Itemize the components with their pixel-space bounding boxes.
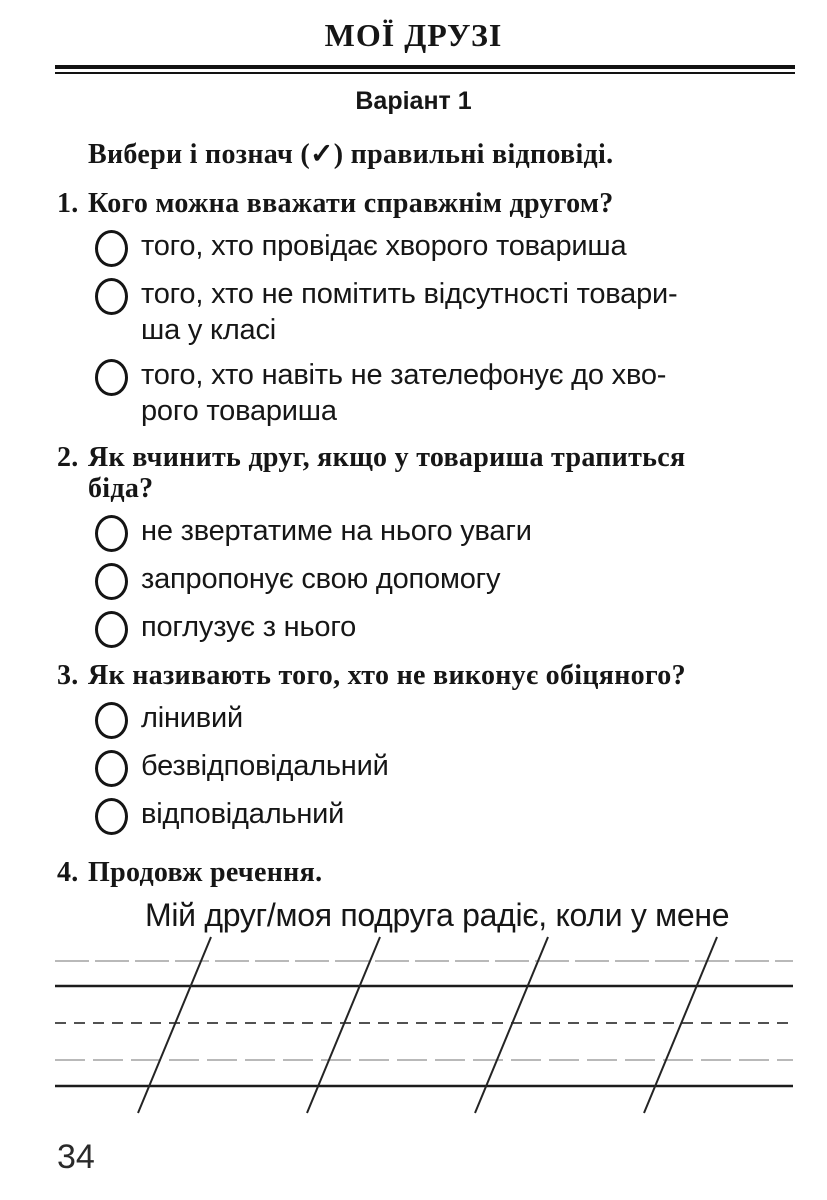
question-3: [0, 660, 827, 835]
question-4: [0, 857, 827, 932]
option-label-line: лінивий: [141, 702, 243, 734]
option-label-line: того, хто навіть не зателефонує до хво-: [141, 359, 667, 391]
option-row: [95, 609, 827, 648]
option-label-line: не звертатиме на нього уваги: [141, 515, 532, 547]
option-checkbox[interactable]: [95, 515, 128, 552]
variant-title: Варіант 1: [355, 87, 472, 115]
question-number: 1.: [57, 188, 79, 219]
option-checkbox[interactable]: [95, 702, 128, 739]
handwriting-guide-lines: [0, 936, 827, 1118]
option-label-line: того, хто не помітить відсутності товари-: [141, 278, 678, 310]
page-title: МОЇ ДРУЗІ: [324, 17, 503, 53]
option-row: [95, 228, 827, 267]
question-number: 2.: [57, 442, 79, 473]
double-rule-divider: [55, 65, 795, 74]
option-label-line: рого товариша: [141, 395, 337, 427]
option-label-line: того, хто провідає хворого товариша: [141, 230, 627, 262]
option-checkbox[interactable]: [95, 563, 128, 600]
option-checkbox[interactable]: [95, 611, 128, 648]
option-row: [95, 700, 827, 739]
option-label-line: запропонує свою допомогу: [141, 563, 501, 595]
question-3-head: [57, 660, 827, 691]
question-2: [0, 442, 827, 648]
question-prompt-line: Як вчинить друг, якщо у товариша трапиться: [88, 442, 686, 473]
question-number: 4.: [57, 857, 79, 888]
question-prompt-line: біда?: [88, 473, 154, 504]
handwriting-area[interactable]: [0, 936, 827, 1118]
option-row: [95, 561, 827, 600]
question-4-head: [57, 857, 827, 888]
option-checkbox[interactable]: [95, 798, 128, 835]
divider-thin-line: [55, 72, 795, 74]
question-number: 3.: [57, 660, 79, 691]
option-checkbox[interactable]: [95, 359, 128, 396]
option-label-line: поглузує з нього: [141, 611, 356, 643]
continuation-sentence: Мій друг/моя подруга радіє, коли у мене: [145, 897, 730, 933]
instruction-text: Вибери і познач (✓) правильні відповіді.: [88, 139, 614, 170]
question-prompt-line: Продовж речення.: [88, 857, 323, 888]
divider-thick-line: [55, 65, 795, 69]
option-label-line: безвідповідальний: [141, 750, 389, 782]
question-prompt-line: Кого можна вважати справжнім другом?: [88, 188, 614, 219]
option-row: [95, 276, 827, 348]
option-row: [95, 513, 827, 552]
question-2-head: [57, 442, 827, 504]
option-checkbox[interactable]: [95, 278, 128, 315]
option-checkbox[interactable]: [95, 750, 128, 787]
question-prompt-line: Як називають того, хто не виконує обіцяного?: [88, 660, 686, 691]
option-checkbox[interactable]: [95, 230, 128, 267]
option-row: [95, 357, 827, 429]
page-number: 34: [57, 1138, 95, 1176]
option-row: [95, 748, 827, 787]
option-label-line: відповідальний: [141, 798, 345, 830]
question-1: [0, 188, 827, 429]
option-row: [95, 796, 827, 835]
question-1-head: [57, 188, 827, 219]
option-label-line: ша у класі: [141, 314, 277, 346]
